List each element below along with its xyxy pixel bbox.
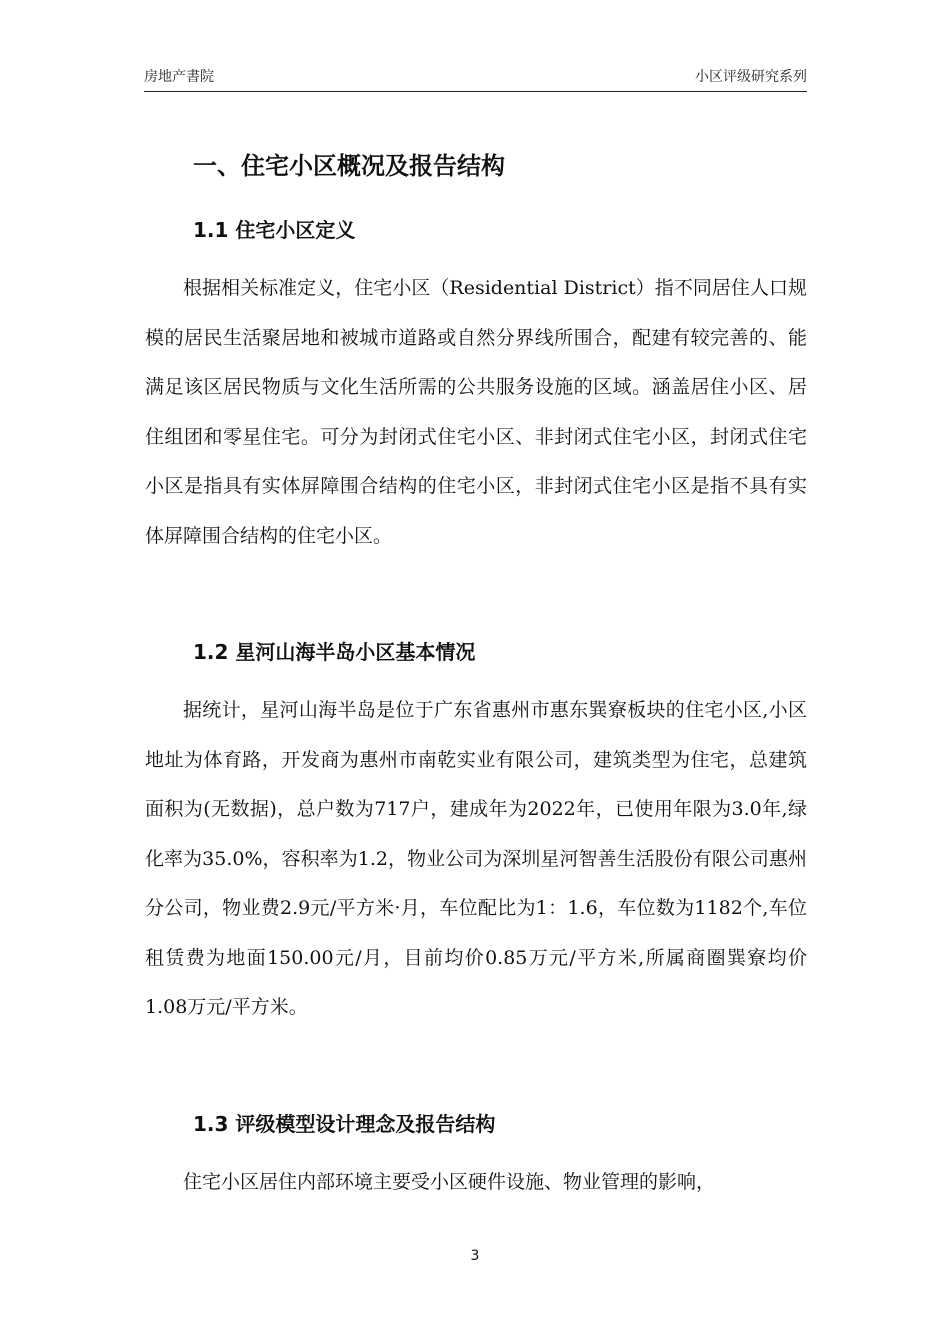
header-rule — [144, 91, 807, 92]
heading-1-2: 1.2 星河山海半岛小区基本情况 — [193, 640, 476, 664]
page-header — [144, 66, 807, 90]
paragraph-1-1: 根据相关标准定义，住宅小区（Residential District）指不同居住人口规模的居民生活聚居地和被城市道路或自然分界线所围合，配建有较完善的、能满足该区居民物质与文化生活所需的公共服务设施的区域。涵盖居住小区、居住组团和零星住宅。可分为封闭式住宅小区、非封闭式住宅小区，封闭式住宅小区是指具有实体屏障围合结构的住宅小区，非封闭式住宅小区是指不具有实体屏障围合结构的住宅小区。 — [145, 277, 807, 547]
page-number: 3 — [470, 1248, 480, 1264]
paragraph-1-2: 据统计，星河山海半岛是位于广东省惠州市惠东巽寮板块的住宅小区,小区地址为体育路，开发商为惠州市南乾实业有限公司，建筑类型为住宅，总建筑面积为(无数据)，总户数为717户，建成年为2022年，已使用年限为3.0年,绿化率为35.0%，容积率为1.2，物业公司为深圳星河智善生活股份有限公司惠州分公司，物业费2.9元/平方米·月，车位配比为1：1.6，车位数为1182个,车位租赁费为地面150.00元/月，目前均价0.85万元/平方米,所属商圈巽寮均价1.08万元/平方米。 — [145, 699, 807, 1018]
paragraph-1-3: 住宅小区居住内部环境主要受小区硬件设施、物业管理的影响， — [183, 1171, 716, 1193]
heading-1-1: 1.1 住宅小区定义 — [193, 218, 356, 242]
header-series: 小区评级研究系列 — [695, 69, 807, 85]
header-publisher: 房地产書院 — [144, 69, 214, 85]
heading-1-3: 1.3 评级模型设计理念及报告结构 — [193, 1112, 496, 1136]
section-title: 一、住宅小区概况及报告结构 — [193, 152, 505, 180]
